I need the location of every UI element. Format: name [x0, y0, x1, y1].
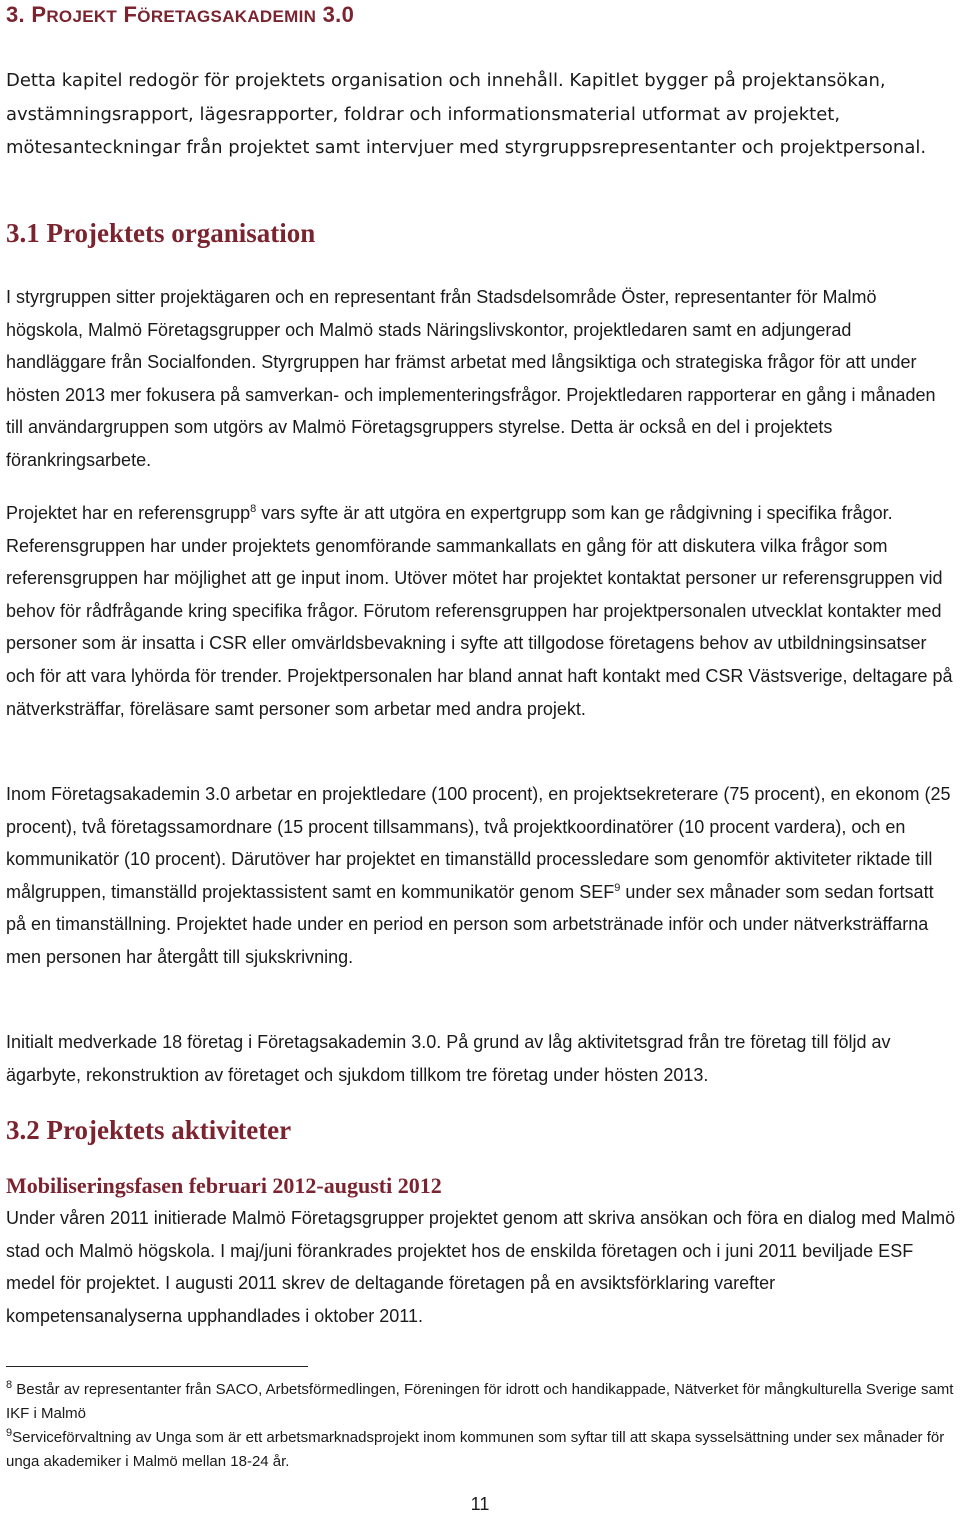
footnote-marker-9: 9	[6, 1427, 13, 1439]
footnote-9: $^9$Serviceförvaltning av Unga som är ett arbetsmarknadsprojekt inom kommunen som syftar till att skapa sysselsättning under sex månader för unga akademiker i Malmö mellan 18-24 år.	[6, 1427, 945, 1470]
footnote-divider	[6, 1366, 308, 1367]
footnote-marker-8: 8	[6, 1379, 13, 1391]
paragraph-staffing: Inom Företagsakademin 3.0 arbetar en projektledare (100 procent), en projektsekreterare (75 procent), en ekonom (25 procent), två företagssamordnare (15 procent tillsammans), två projektkoordinatörer (10 procent vardera), och en kommunikatör (10 procent). Därutöver har projektet en timanställd processledare som genomför aktiviteter riktade till målgruppen, timanställd projektassistent samt en kommunikatör genom SEF$^9$ under sex månader som sedan fortsatt på en timanställning. Projektet hade under en period en person som arbetstränade inför och under nätverksträffarna men personen har återgått till sjukskrivning.	[6, 784, 951, 967]
section-heading-activities: 3.2 Projektets aktiviteter	[6, 1115, 292, 1145]
page-number: 11	[470, 1494, 490, 1514]
section-heading-organisation: 3.1 Projektets organisation	[6, 218, 316, 248]
paragraph-companies: Initialt medverkade 18 företag i Företagsakademin 3.0. På grund av låg aktivitetsgrad från tre företag till följd av ägarbyte, rekonstruktion av företaget och sjukdom tillkom tre företag under hösten 2013.	[6, 1032, 891, 1085]
paragraph-mobilisation: Under våren 2011 initierade Malmö Företagsgrupper projektet genom att skriva ansökan och föra en dialog med Malmö stad och Malmö högskola. I maj/juni förankrades projektet hos de enskilda företagen och i juni 2011 beviljade ESF medel för projektet. I augusti 2011 skrev de deltagande företagen på en avsiktsförklaring varefter kompetensanalyserna upphandlades i oktober 2011.	[6, 1208, 956, 1326]
subheading-mobilisation-phase: Mobiliseringsfasen februari 2012-augusti 2012	[6, 1173, 442, 1198]
paragraph-steering-group: I styrgruppen sitter projektägaren och en representant från Stadsdelsområde Öster, representanter för Malmö högskola, Malmö Företagsgrupper och Malmö stads Näringslivskontor, projektledaren samt en adjungerad handläggare från Socialfonden. Styrgruppen har främst arbetat med långsiktiga och strategiska frågor för att under hösten 2013 mer fokusera på samverkan- och implementeringsfrågor. Projektledaren rapporterar en gång i månaden till användargruppen som utgörs av Malmö Företagsgruppers styrelse. Detta är också en del i projektets förankringsarbete.	[6, 287, 936, 470]
chapter-number: 3.	[6, 2, 25, 27]
footnote-ref-8: 8	[250, 503, 257, 515]
intro-paragraph: Detta kapitel redogör för projektets organisation och innehåll. Kapitlet bygger på projektansökan, avstämningsrapport, lägesrapporter, foldrar och informationsmaterial utformat av projektet, mötesanteckningar från projektet samt intervjuer med styrgruppsrepresentanter och projektpersonal.	[6, 70, 927, 158]
footnote-ref-9: 9	[614, 881, 621, 894]
chapter-title: 3. PROJEKT FÖRETAGSAKADEMIN 3.0	[6, 2, 355, 27]
paragraph-reference-group: Projektet har en referensgrupp$^8$ vars syfte är att utgöra en expertgrupp som kan ge rådgivning i specifika frågor. Referensgruppen har under projektets genomförande sammankallats en gång för att diskutera vilka frågor som referensgruppen har möjlighet att ge input inom. Utöver mötet har projektet kontaktat personer ur referensgruppen vid behov för rådfrågande kring specifika frågor. Förutom referensgruppen har projektpersonalen utvecklat kontakter med personer som är insatta i CSR eller omvärldsbevakning i syfte att tillgodose företagens behov av utbildningsinsatser och för att vara lyhörda för trender. Projektpersonalen har bland annat haft kontakt med CSR Västsverige, deltagare på nätverksträffar, föreläsare samt personer som arbetar med andra projekt.	[6, 503, 953, 719]
footnote-8: $^8$ Består av representanter från SACO, Arbetsförmedlingen, Föreningen för idrott och handikappade, Nätverket för mångkulturella Sverige samt IKF i Malmö	[6, 1379, 954, 1422]
